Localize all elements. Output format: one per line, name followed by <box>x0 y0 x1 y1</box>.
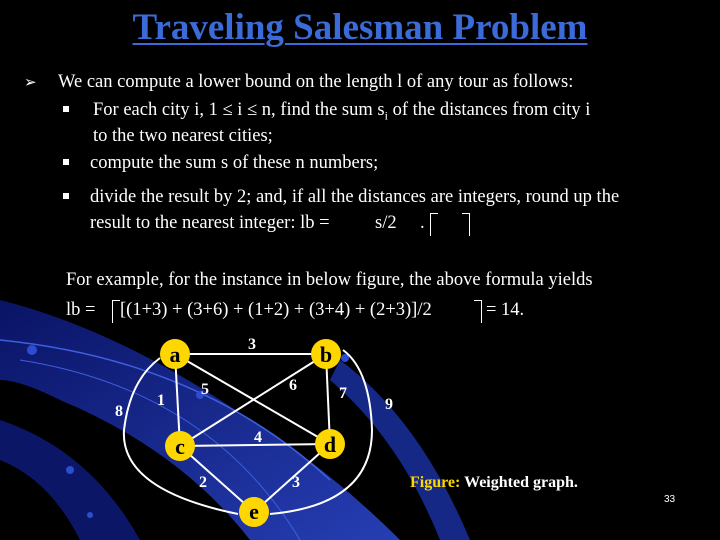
example-line-1: For example, for the instance in below figure, the above formula yields <box>66 270 593 290</box>
step-1-post: of the distances from city i <box>387 100 591 120</box>
node-label-c: c <box>175 434 185 459</box>
step-1-subscript: i <box>384 108 388 123</box>
step-1-continuation: to the two nearest cities; <box>93 126 273 146</box>
step-2-text: compute the sum s of these n numbers; <box>90 153 379 173</box>
node-label-a: a <box>169 342 181 367</box>
intro-text: We can compute a lower bound on the length l of any tour as follows: <box>58 72 574 92</box>
edge-b-c <box>180 354 326 446</box>
weight-a-b: 3 <box>248 336 256 353</box>
formula-period: . <box>420 213 425 233</box>
page-number: 33 <box>664 494 676 505</box>
example-lb-prefix: lb = <box>66 300 96 320</box>
weight-d-e: 3 <box>292 474 300 491</box>
caption-text: Weighted graph. <box>464 474 578 491</box>
node-label-b: b <box>319 342 333 367</box>
weight-c-e: 2 <box>199 474 207 491</box>
edge-a-d <box>175 354 330 444</box>
step-1-pre: For each city i, 1 ≤ i ≤ n, find the sum s <box>93 100 385 120</box>
weight-a-c: 1 <box>157 392 165 409</box>
weight-a-e: 8 <box>115 403 123 420</box>
example-expression: [(1+3) + (3+6) + (1+2) + (3+4) + (2+3)]/2 <box>120 300 432 320</box>
weight-b-c: 6 <box>289 377 297 394</box>
step-3-text: divide the result by 2; and, if all the distances are integers, round up the <box>90 187 620 207</box>
weight-b-e: 9 <box>385 396 393 413</box>
lb-formula: s/2 <box>375 213 397 233</box>
step-3-continuation: result to the nearest integer: lb = <box>90 213 330 233</box>
node-label-d: d <box>323 432 337 457</box>
node-label-e: e <box>249 499 259 524</box>
slide-title: Traveling Salesman Problem <box>132 7 588 48</box>
weight-a-d: 5 <box>201 381 209 398</box>
arrow-bullet-icon: ➢ <box>24 75 37 91</box>
weight-c-d: 4 <box>254 429 262 446</box>
caption-prefix: Figure: <box>410 474 461 491</box>
figure-caption <box>410 474 578 492</box>
example-result: = 14. <box>486 300 525 320</box>
weight-b-d: 7 <box>339 385 347 402</box>
